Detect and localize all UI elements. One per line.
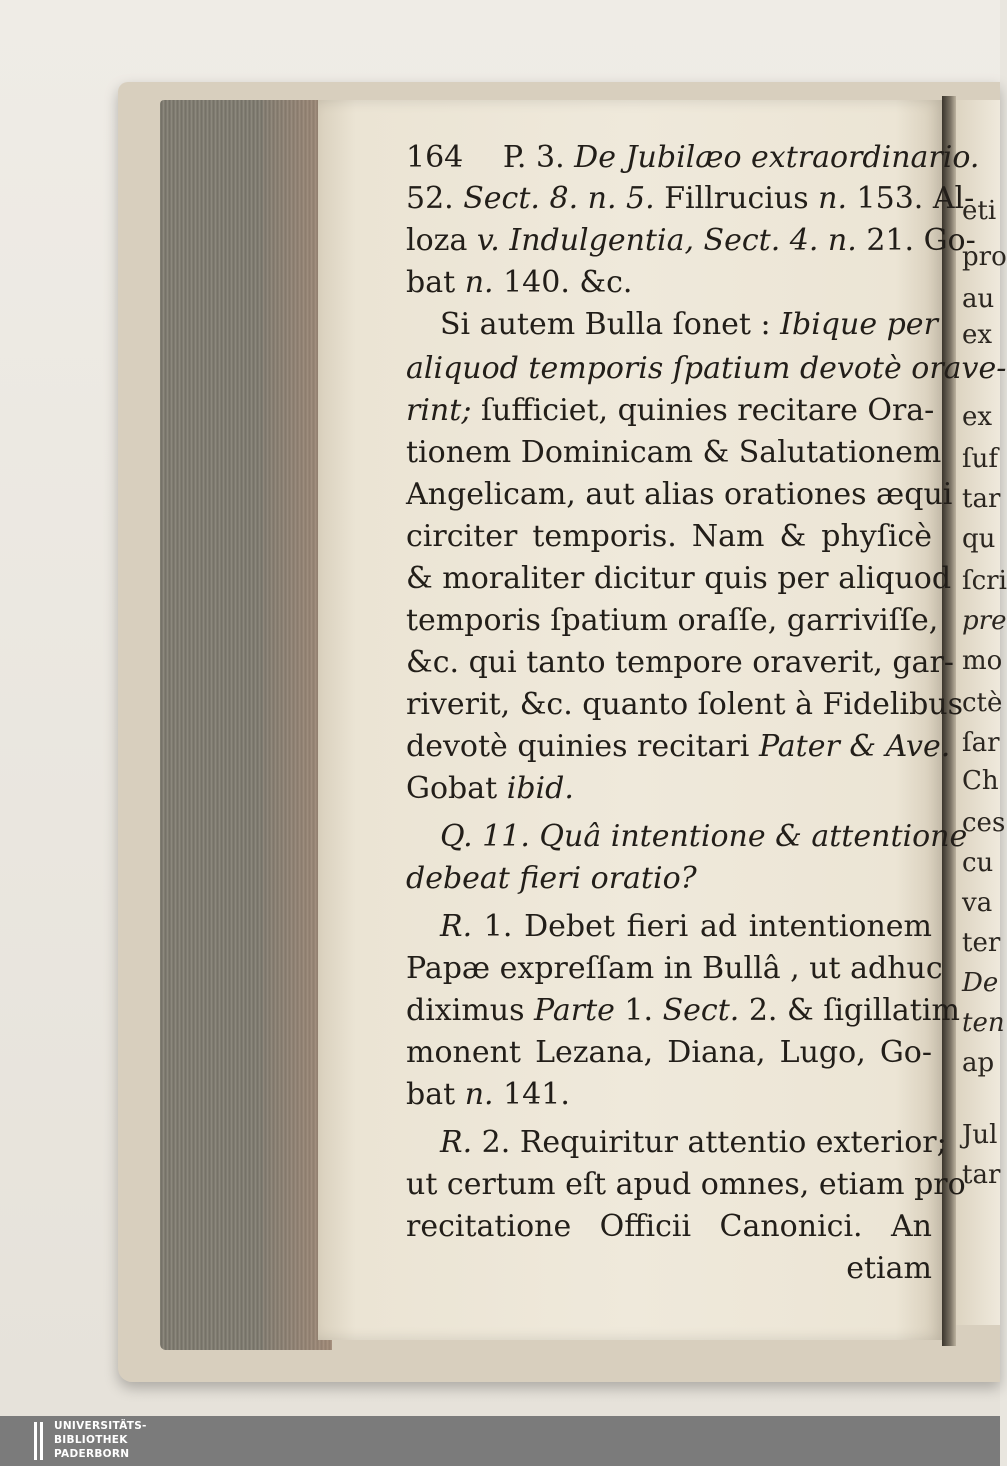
text-run: Pater & Ave. [758,729,951,764]
page-number: 164 [406,140,464,175]
text-run: loza [406,223,477,258]
text-line [406,686,963,724]
facing-text-fragment: ter [962,928,1001,958]
page-edges [160,100,332,1350]
text-run: Angelicam, aut alias orationes æqui [406,477,953,512]
facing-text-fragment: pre [962,606,1007,636]
text-run: rint; [406,393,472,428]
text-run: bat [406,1077,465,1112]
text-line [440,908,932,946]
facing-text-fragment: au [962,284,995,314]
text-run: temporis ſpatium oraſſe, garriviſſe, [406,603,939,638]
facing-text-fragment: eti [962,196,997,226]
facing-text-fragment: ces [962,808,1006,838]
text-run: 1. [614,993,663,1028]
library-logo-text [54,1419,147,1461]
facing-text-fragment: ex [962,402,993,432]
text-run: Si autem Bulla ſonet : [440,307,781,342]
text-run: monent Lezana, Diana, Lugo, Go- [406,1035,932,1070]
text-line [406,1166,966,1204]
facing-text-fragment: ſar [962,728,1000,758]
text-run: R. [440,1125,473,1160]
text-line [440,1124,947,1162]
text-run: Papæ expreſſam in Bullâ , ut adhuc [406,951,943,986]
text-run: n. [818,181,847,216]
text-run: 140. &c. [493,265,633,300]
text-run: n. [464,1077,494,1112]
text-run: devotè quinies recitari [406,729,759,764]
text-run: Q. 11. Quâ intentione & attentione [440,819,968,854]
facing-text-fragment: cu [962,848,994,878]
text-run: ſufficiet, quinies recitare Ora- [471,393,935,428]
facing-text-fragment: ten [962,1008,1005,1038]
text-run: 1. Debet fieri ad intentionem [472,909,932,944]
logo-line: UNIVERSITÄTS- [54,1420,147,1432]
text-run: Ibique per [780,307,938,342]
text-run: Sect. [662,993,740,1028]
logo-line: PADERBORN [54,1448,130,1460]
text-line [406,770,932,808]
text-run: Parte [534,993,615,1028]
text-line [406,602,939,640]
text-run: 141. [493,1077,570,1112]
facing-text-fragment: De [962,968,999,998]
text-run: 2. & ſigillatim [739,993,960,1028]
text-line [406,222,976,260]
facing-text-fragment: Jul [962,1120,998,1150]
text-run: n. [464,265,494,300]
running-header [406,140,980,175]
text-run: v. Indulgentia, Sect. 4. n. [476,223,857,258]
library-footer [0,1416,1000,1466]
text-run: riverit, &c. quanto ſolent à Fidelibus [406,687,963,722]
text-run: ut certum eſt apud omnes, etiam pro [406,1167,966,1202]
running-title: De Jubilæo extraordinario. [574,140,980,175]
text-line [406,264,932,302]
text-line [406,1208,932,1246]
text-run: ibid. [506,771,574,806]
text-run: R. [440,909,473,944]
facing-text-fragment: ap [962,1048,995,1078]
text-line [406,350,1007,388]
library-logo-icon [34,1422,46,1460]
text-run: 21. Go- [856,223,976,258]
text-run: bat [406,265,465,300]
text-line [406,992,960,1030]
text-run: 2. Requiritur attentio exterior; [472,1125,947,1160]
facing-text-fragment: va [962,888,993,918]
facing-text-fragment: Ch [962,766,999,796]
text-run: & moraliter dicitur quis per aliquod [406,561,952,596]
facing-text-fragment: ſcri [962,566,1007,596]
text-line [406,1034,932,1072]
text-line [406,180,975,218]
text-run: 52. [406,181,464,216]
text-line [406,476,953,514]
text-line [406,560,952,598]
facing-text-fragment: qu [962,524,996,554]
running-title-part: P. 3. [502,140,565,175]
text-run: Fillrucius [654,181,819,216]
text-line [406,860,932,898]
text-run: Gobat [406,771,507,806]
facing-text-fragment: ex [962,320,993,350]
text-line [406,644,954,682]
facing-text-fragment: tar [962,1160,1001,1190]
facing-text-fragment: mo [962,646,1003,676]
logo-line: BIBLIOTHEK [54,1434,128,1446]
text-run: diximus [406,993,535,1028]
text-run: aliquod temporis ſpatium devotè orave- [406,351,1007,386]
text-run: tionem Dominicam & Salutationem [406,435,942,470]
text-line [440,306,938,344]
text-line [406,1076,932,1114]
text-run: recitatione Officii Canonici. An [406,1209,932,1244]
text-run: debeat fieri oratio? [406,861,697,896]
text-run: Sect. 8. n. 5. [463,181,655,216]
facing-text-fragment: tar [962,484,1001,514]
facing-text-fragment: pro [962,242,1007,272]
text-line [406,728,951,766]
text-line [406,518,932,556]
text-run: circiter temporis. Nam & phyſicè [406,519,932,554]
facing-text-fragment: ctè [962,688,1003,718]
text-line [406,392,935,430]
text-line [406,434,942,472]
text-line [440,818,968,856]
text-run: &c. qui tanto tempore oraverit, gar- [406,645,954,680]
facing-text-fragment: ſuf [962,444,998,474]
text-run: 153. Al- [846,181,975,216]
text-line [406,950,943,988]
text-run: etiam [846,1251,932,1286]
text-line [406,1250,932,1288]
